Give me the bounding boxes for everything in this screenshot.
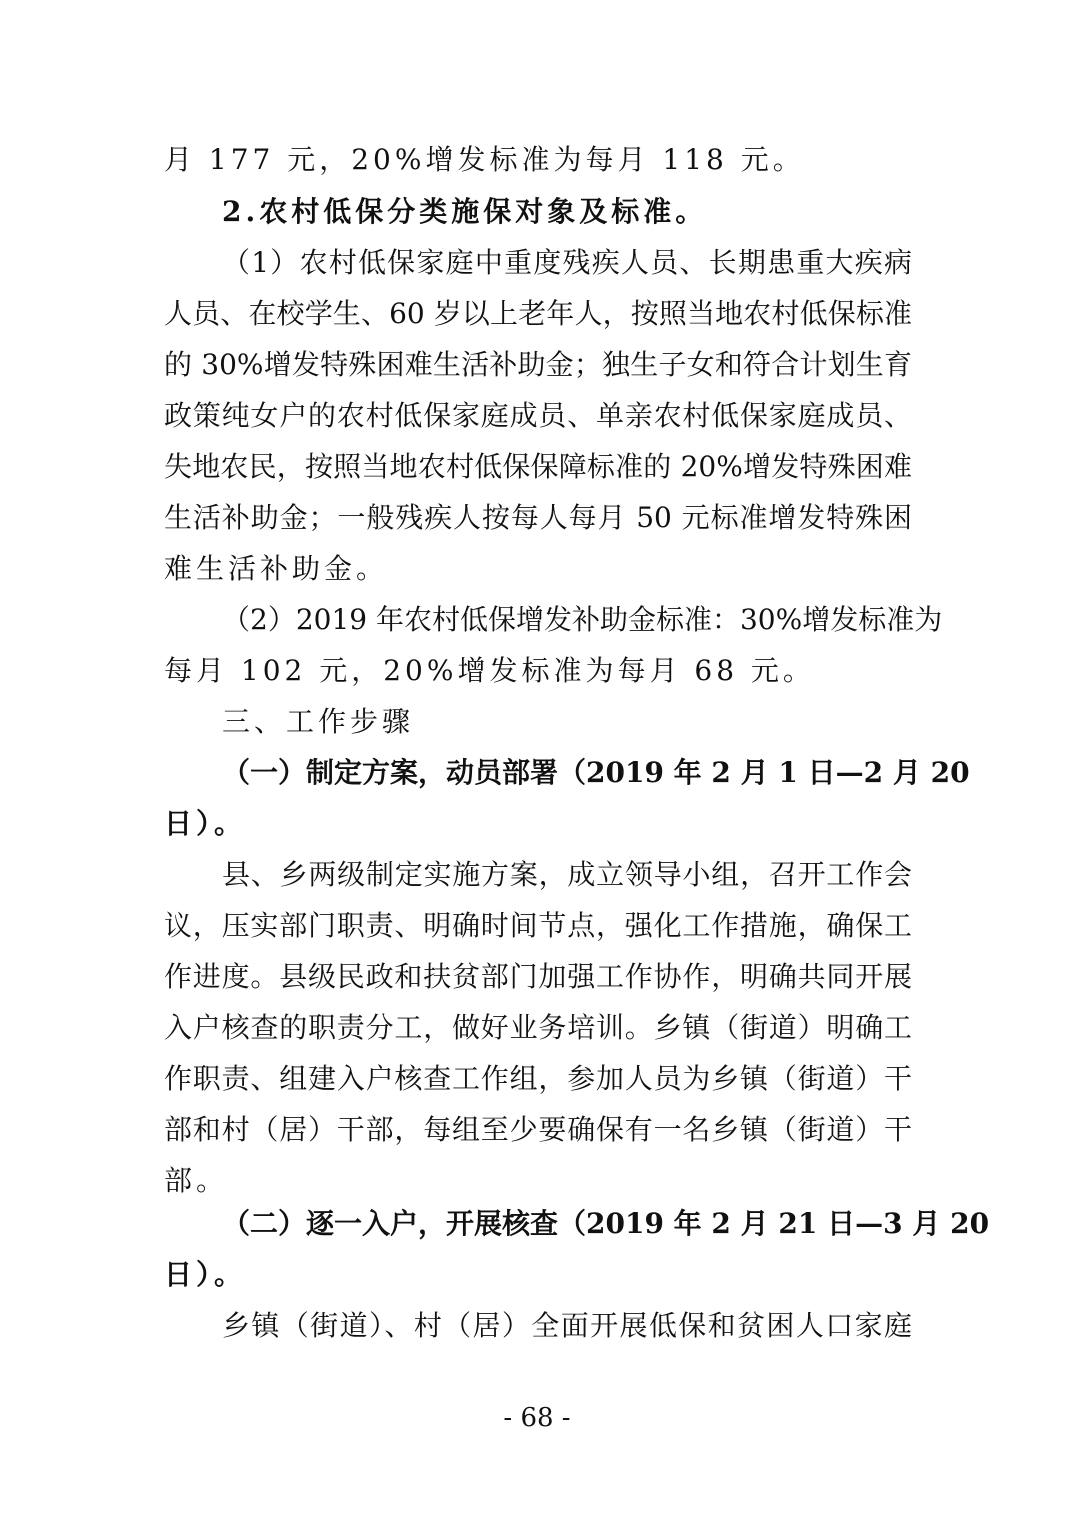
section-heading: 三、工作步骤 — [222, 705, 415, 738]
text-line: 部和村（居）干部，每组至少要确保有一名乡镇（街道）干 — [164, 1113, 912, 1146]
text-line: 每月 102 元，20%增发标准为每月 68 元。 — [164, 654, 815, 687]
text-line: 失地农民，按照当地农村低保保障标准的 20%增发特殊困难 — [164, 450, 912, 483]
text-line: （1）农村低保家庭中重度残疾人员、长期患重大疾病 — [222, 246, 912, 279]
text-line: 政策纯女户的农村低保家庭成员、单亲农村低保家庭成员、 — [164, 399, 912, 432]
subsection-heading-cont: 日）。 — [164, 1258, 247, 1291]
text-line: 月 177 元，20%增发标准为每月 118 元。 — [164, 143, 805, 176]
subheading: 2.农村低保分类施保对象及标准。 — [222, 195, 708, 228]
text-line: 部。 — [164, 1164, 229, 1197]
text-line: 县、乡两级制定实施方案，成立领导小组，召开工作会 — [222, 858, 912, 891]
text-line: 议，压实部门职责、明确时间节点，强化工作措施，确保工 — [164, 909, 912, 942]
text-line: 作进度。县级民政和扶贫部门加强工作协作，明确共同开展 — [164, 960, 912, 993]
subsection-heading: （一）制定方案，动员部署（2019 年 2 月 1 日—2 月 20 — [222, 756, 970, 789]
text-line: 的 30%增发特殊困难生活补助金；独生子女和符合计划生育 — [164, 348, 912, 381]
subsection-heading-cont: 日）。 — [164, 807, 247, 840]
text-line: 作职责、组建入户核查工作组，参加人员为乡镇（街道）干 — [164, 1062, 912, 1095]
text-line: （2）2019 年农村低保增发补助金标准：30%增发标准为 — [222, 603, 943, 636]
text-line: 入户核查的职责分工，做好业务培训。乡镇（街道）明确工 — [164, 1011, 912, 1044]
subsection-heading: （二）逐一入户，开展核查（2019 年 2 月 21 日—3 月 20 — [222, 1207, 990, 1240]
text-line: 生活补助金；一般残疾人按每人每月 50 元标准增发特殊困 — [164, 501, 912, 534]
text-line: 人员、在校学生、60 岁以上老年人，按照当地农村低保标准 — [164, 297, 912, 330]
text-line: 乡镇（街道）、村（居）全面开展低保和贫困人口家庭 — [222, 1309, 912, 1342]
page-number: - 68 - — [503, 1403, 571, 1433]
text-line: 难生活补助金。 — [164, 552, 389, 585]
